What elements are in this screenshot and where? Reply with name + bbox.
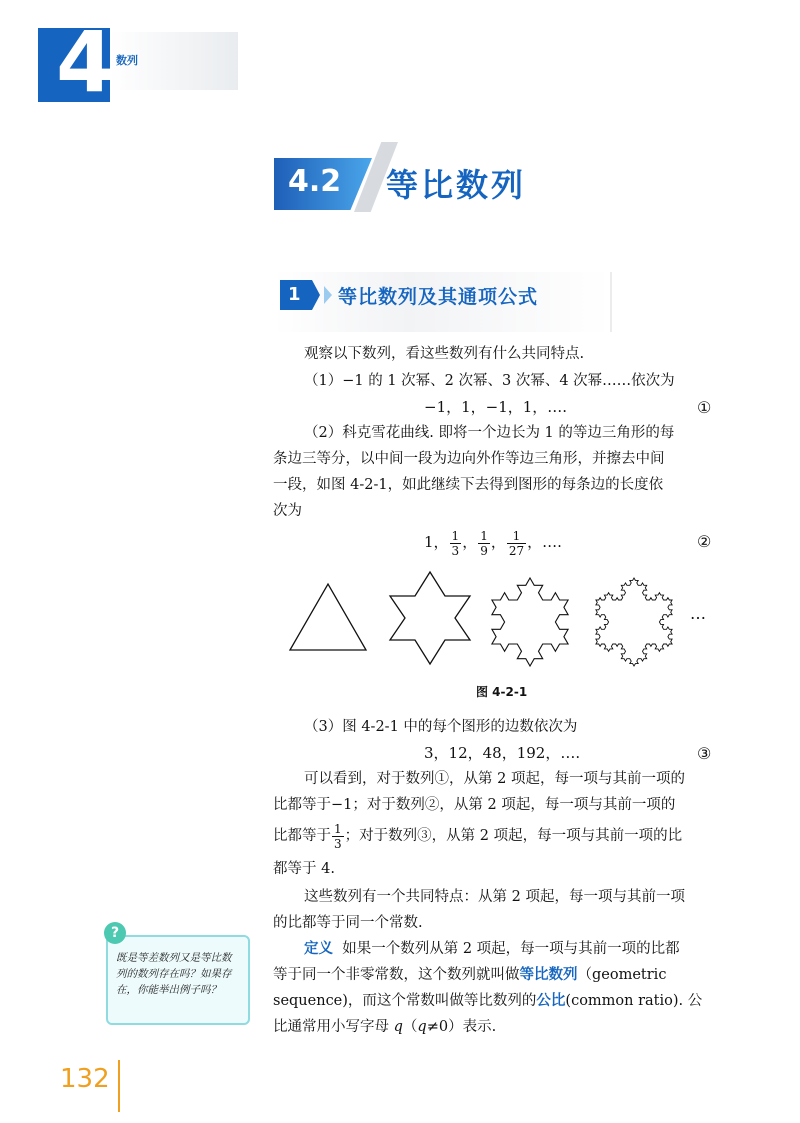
- term-common-ratio: 公比: [536, 993, 566, 1009]
- item-1-text: （1）−1 的 1 次幂、2 次幂、3 次幂、4 次幂……依次为: [304, 373, 675, 389]
- fraction-denominator: 3: [334, 836, 342, 851]
- fraction-numerator: 1: [451, 528, 460, 543]
- item-2-line-2: 条边三等分，以中间一段为边向外作等边三角形，并擦去中间: [273, 451, 665, 467]
- definition-english-term: (common ratio). 公: [565, 993, 703, 1009]
- sequence-2-end: ，….: [527, 533, 562, 551]
- sequence-1: −1，1，−1，1，….: [424, 398, 568, 416]
- definition-line-1: [304, 936, 749, 963]
- observation-line-1: 可以看到，对于数列①，从第 2 项起，每一项与其前一项的: [304, 771, 685, 787]
- section-title: 等比数列: [386, 166, 527, 204]
- definition-label: 定义: [304, 941, 333, 957]
- side-question-text: 既是等差数列又是等比数列的数列存在吗？如果存在，你能举出例子吗？: [116, 952, 232, 996]
- item-2-line-1: （2）科克雪花曲线. 即将一个边长为 1 的等边三角形的每: [304, 425, 675, 441]
- equation-marker-3: ③: [697, 744, 712, 763]
- fraction-one-ninth: [478, 529, 490, 558]
- fraction-one-third: [450, 529, 462, 558]
- koch-snowflake-figure: [280, 568, 720, 668]
- chapter-header: [38, 13, 238, 111]
- common-feature-line-2: 的比都等于同一个常数.: [273, 915, 423, 931]
- definition-text: 如果一个数列从第 2 项起，每一项与其前一项的比都: [342, 941, 680, 957]
- fraction-numerator: 1: [334, 821, 342, 836]
- separator: ，: [462, 533, 478, 551]
- fraction-one-27th: [507, 529, 526, 558]
- intro-paragraph: 观察以下数列，看这些数列有什么共同特点.: [304, 346, 585, 362]
- koch-stage-1: [390, 572, 470, 664]
- chapter-number: 4: [56, 13, 113, 111]
- observation-line-3-end: ；对于数列③，从第 2 项起，每一项与其前一项的比: [344, 828, 683, 844]
- question-mark-icon: ?: [104, 922, 126, 944]
- observation-line-2: 比都等于−1；对于数列②，从第 2 项起，每一项与其前一项的: [273, 797, 676, 813]
- subsection-title: 等比数列及其通项公式: [338, 286, 539, 308]
- section-heading: [274, 150, 574, 220]
- definition-line-4: [273, 1014, 718, 1041]
- term-geometric-sequence: 等比数列: [519, 967, 578, 983]
- definition-text: 等于同一个非零常数，这个数列就叫做: [273, 967, 520, 983]
- fraction-denominator: 3: [451, 543, 460, 558]
- page-number: 132: [60, 1064, 110, 1094]
- item-2-line-3: 一段，如图 4-2-1，如此继续下去得到图形的每条边的长度依: [273, 477, 664, 493]
- subsection-number: 1: [288, 284, 301, 305]
- koch-stage-3: [596, 578, 672, 666]
- sequence-2: [424, 524, 562, 560]
- definition-text: （: [402, 1019, 418, 1035]
- definition-line-3: [273, 988, 718, 1015]
- koch-stage-2: [492, 578, 568, 666]
- observation-line-4: 都等于 4.: [273, 861, 335, 877]
- definition-english-term: （geometric: [577, 967, 667, 983]
- sequence-2-first: 1，: [424, 533, 449, 551]
- sequence-3: 3，12，48，192，….: [424, 744, 581, 762]
- definition-line-2: [273, 962, 718, 989]
- separator: ，: [490, 533, 506, 551]
- variable-q: q: [393, 1019, 403, 1035]
- equation-marker-2: ②: [697, 532, 712, 551]
- definition-text: 比通常用小写字母: [273, 1019, 394, 1035]
- common-feature-line-1: 这些数列有一个共同特点：从第 2 项起，每一项与其前一项: [304, 889, 685, 905]
- fraction-one-third: [332, 822, 344, 851]
- item-3-text: （3）图 4-2-1 中的每个图形的边数依次为: [304, 719, 578, 735]
- chapter-title: 数列: [116, 54, 138, 67]
- item-2-line-4: 次为: [273, 503, 302, 519]
- fraction-numerator: 1: [507, 529, 526, 544]
- fraction-denominator: 27: [508, 543, 525, 558]
- subsection-heading: [274, 272, 614, 334]
- definition-text: sequence)，而这个常数叫做等比数列的: [273, 993, 537, 1009]
- equation-marker-1: ①: [697, 398, 712, 417]
- fraction-numerator: 1: [480, 528, 488, 543]
- figure-caption: 图 4-2-1: [476, 685, 528, 699]
- fraction-denominator: 9: [480, 543, 488, 558]
- page-number-divider: [118, 1060, 120, 1112]
- observation-line-3: [273, 818, 718, 854]
- section-number: 4.2: [288, 164, 342, 199]
- variable-q: q: [417, 1019, 427, 1035]
- figure-ellipsis: …: [690, 604, 706, 623]
- definition-text: ≠0）表示.: [426, 1019, 497, 1035]
- observation-line-3-start: 比都等于: [273, 828, 331, 844]
- koch-stage-0: [290, 584, 366, 650]
